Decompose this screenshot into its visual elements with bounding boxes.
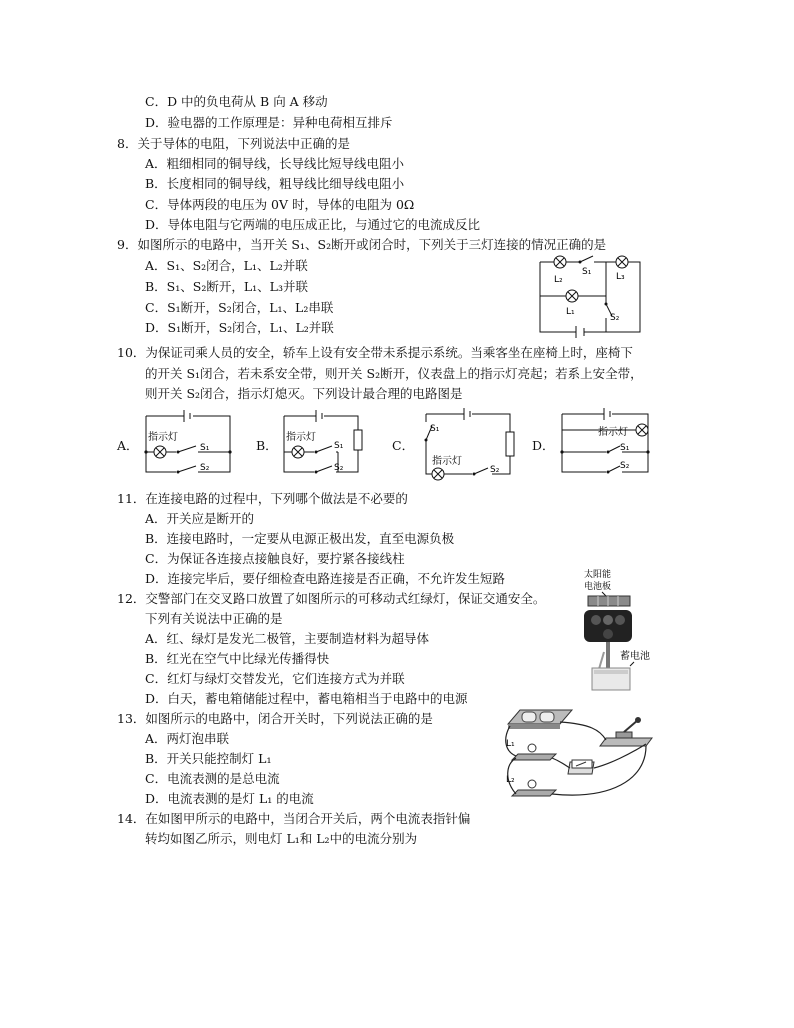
q12-option-a: A．红、绿灯是发光二极管，主要制造材料为超导体 (145, 631, 430, 646)
q9-option-c: C．S₁断开，S₂闭合，L₁、L₂串联 (145, 300, 334, 315)
traffic-light-figure (574, 566, 666, 696)
lamp-icon-a (154, 446, 166, 458)
q12-stem-2: 下列有关说法中正确的是 (145, 611, 283, 626)
label-l2: L₂ (506, 775, 515, 785)
s2-label-d: S₂ (620, 461, 630, 471)
q12-option-b: B．红光在空气中比绿光传播得快 (145, 651, 330, 666)
q12-stem-1: 12．交警部门在交叉路口放置了如图所示的可移动式红绿灯，保证交通安全。 (117, 591, 546, 606)
solar-panel-label-2: 电池板 (584, 582, 612, 592)
s1-label-b: S₁ (334, 441, 344, 451)
lamp-l2-icon (512, 780, 556, 796)
q12-option-d: D．白天，蓄电箱储能过程中，蓄电箱相当于电路中的电源 (145, 691, 468, 706)
s1-label-d: S₁ (620, 443, 630, 453)
ammeter-icon (568, 760, 594, 774)
prev-option-c: C．D 中的负电荷从 B 向 A 移动 (145, 94, 328, 109)
s1-label-c: S₁ (430, 424, 440, 434)
s1-label-a: S₁ (200, 443, 210, 453)
q9-option-b: B．S₁、S₂断开，L₁、L₃并联 (145, 279, 308, 294)
q9-stem: 9．如图所示的电路中，当开关 S₁、S₂断开或闭合时，下列关于三灯连接的情况正确的是 (117, 237, 607, 252)
label-s2: S₂ (610, 313, 620, 323)
q14-stem-2: 转均如图乙所示，则电灯 L₁和 L₂中的电流分别为 (145, 831, 418, 846)
q13-circuit-photo (500, 700, 660, 810)
battery-box-icon (592, 668, 630, 690)
label-l2: L₂ (554, 275, 563, 285)
q8-option-c: C．导体两段的电压为 0V 时，导体的电阻为 0Ω (145, 197, 415, 212)
q8-stem: 8．关于导体的电阻，下列说法中正确的是 (117, 136, 350, 151)
switch-icon-s1 (579, 256, 595, 265)
q13-stem: 13．如图所示的电路中，闭合开关时，下列说法正确的是 (117, 711, 433, 726)
q11-option-c: C．为保证各连接点接触良好，要拧紧各接线柱 (145, 551, 405, 566)
lamp-icon-l3 (616, 256, 628, 268)
lamp-label-d: 指示灯 (598, 427, 628, 438)
lamp-icon-l2 (554, 256, 566, 268)
q10-stem-3: 则开关 S₂闭合，指示灯熄灭。下列设计最合理的电路图是 (145, 386, 463, 401)
lamp-icon-c (432, 468, 444, 480)
lamp-label-a: 指示灯 (148, 432, 178, 443)
q9-circuit-diagram (536, 252, 646, 340)
q10-stem-1: 10．为保证司乘人员的安全，轿车上设有安全带未系提示系统。当乘客坐在座椅上时，座椅下 (117, 345, 633, 360)
q10-choice-c: C． (392, 438, 415, 453)
label-l3: L₃ (616, 272, 625, 282)
lamp-l1-icon (512, 744, 556, 760)
q13-option-c: C．电流表测的是总电流 (145, 771, 280, 786)
s2-label-c: S₂ (490, 465, 500, 475)
q11-stem: 11．在连接电路的过程中，下列哪个做法是不必要的 (117, 491, 408, 506)
q10-choice-b: B． (256, 438, 278, 453)
solar-panel-icon (588, 596, 630, 606)
q10-circuit-a (140, 408, 235, 484)
q10-circuit-c (416, 404, 518, 484)
label-l1: L₁ (506, 739, 515, 749)
q9-option-d: D．S₁断开，S₂闭合，L₁、L₂并联 (145, 320, 334, 335)
q11-option-a: A．开关应是断开的 (145, 511, 255, 526)
q8-option-a: A．粗细相同的铜导线，长导线比短导线电阻小 (145, 156, 405, 171)
q8-option-b: B．长度相同的铜导线，粗导线比细导线电阻小 (145, 176, 405, 191)
q8-option-d: D．导体电阻与它两端的电压成正比，与通过它的电流成反比 (145, 217, 481, 232)
q13-option-b: B．开关只能控制灯 L₁ (145, 751, 272, 766)
lamp-icon-b (292, 446, 304, 458)
label-s1: S₁ (582, 267, 592, 277)
q10-choice-a: A． (117, 438, 139, 453)
traffic-light-icon (584, 610, 632, 642)
prev-option-d: D．验电器的工作原理是：异种电荷相互排斥 (145, 115, 393, 130)
q11-option-b: B．连接电路时，一定要从电源正极出发，直至电源负极 (145, 531, 455, 546)
battery-label: 蓄电池 (620, 651, 650, 662)
q10-stem-2: 的开关 S₁闭合，若未系安全带，则开关 S₂断开，仪表盘上的指示灯亮起；若系上安全带， (145, 366, 643, 381)
s2-label-b: S₂ (334, 463, 344, 473)
q12-option-c: C．红灯与绿灯交替发光，它们连接方式为并联 (145, 671, 405, 686)
q10-choice-d: D． (532, 438, 555, 453)
battery-pack-icon (508, 710, 572, 729)
q10-circuit-b (278, 408, 368, 484)
q14-stem-1: 14．在如图甲所示的电路中，当闭合开关后，两个电流表指针偏 (117, 811, 471, 826)
label-l1: L₁ (566, 307, 575, 317)
lamp-label-c: 指示灯 (432, 456, 462, 467)
switch-icon (600, 717, 652, 746)
q13-option-a: A．两灯泡串联 (145, 731, 230, 746)
q13-option-d: D．电流表测的是灯 L₁ 的电流 (145, 791, 314, 806)
q10-circuit-d (556, 404, 660, 484)
lamp-icon-l1 (566, 290, 578, 302)
q9-option-a: A．S₁、S₂闭合，L₁、L₂并联 (145, 258, 308, 273)
lamp-icon-d (636, 424, 648, 436)
lamp-label-b: 指示灯 (286, 432, 316, 443)
q11-option-d: D．连接完毕后，要仔细检查电路连接是否正确，不允许发生短路 (145, 571, 506, 586)
s2-label-a: S₂ (200, 463, 210, 473)
solar-panel-label-1: 太阳能 (584, 570, 612, 580)
